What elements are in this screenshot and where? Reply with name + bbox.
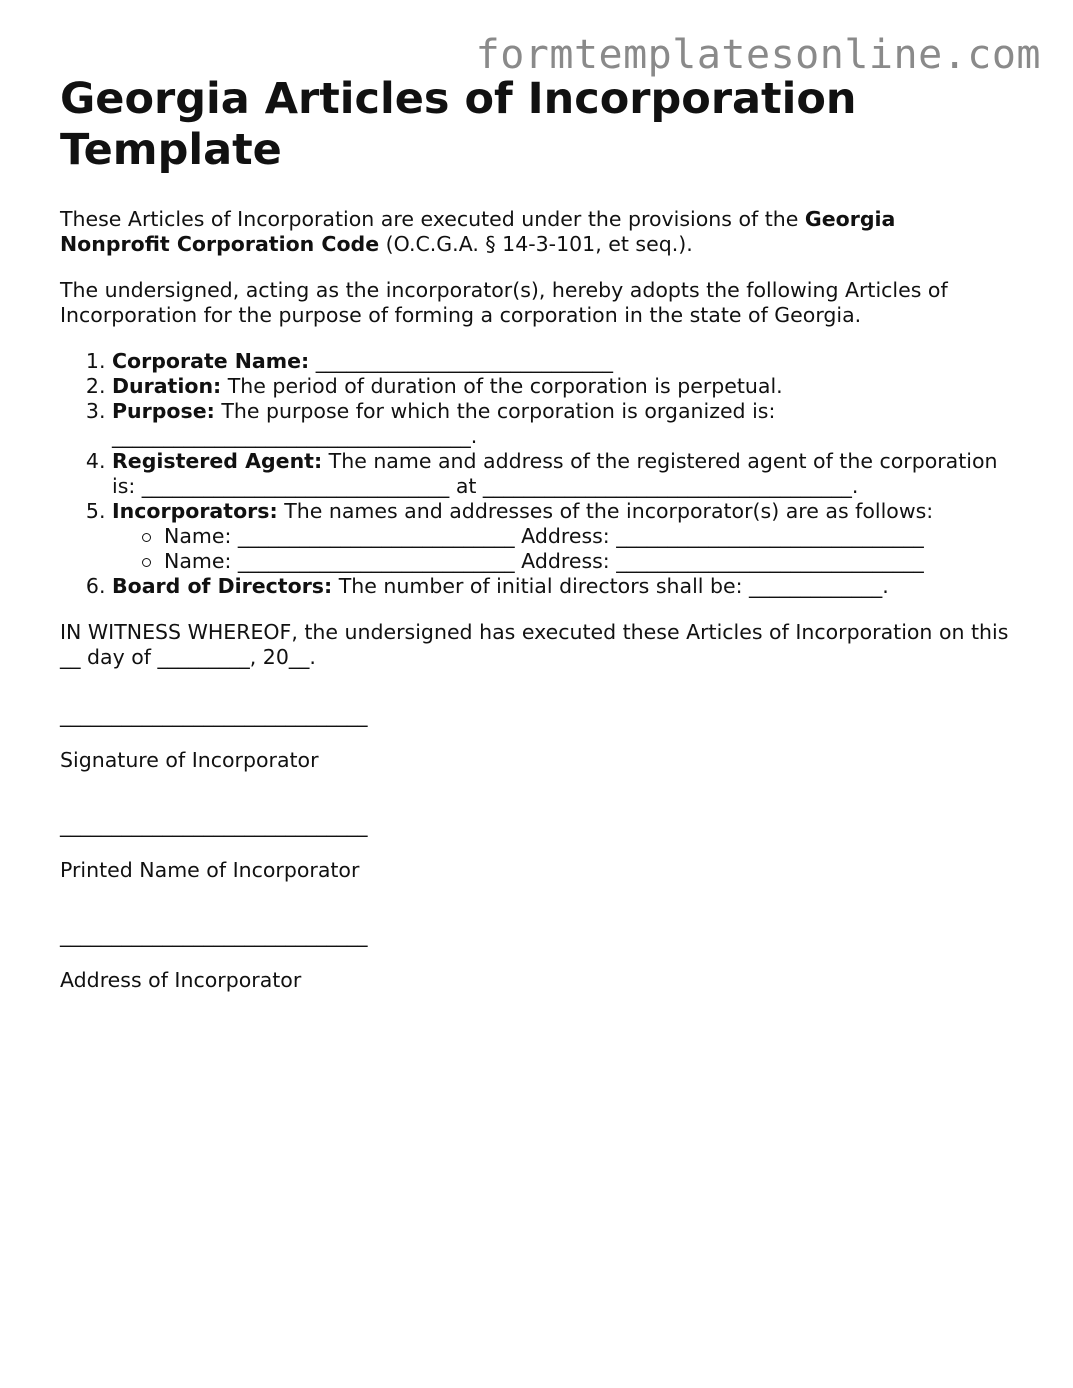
- incorporator-entry: [164, 549, 1010, 574]
- printed-name-section: [60, 813, 1010, 883]
- signature-section: [60, 703, 1010, 773]
- name-label: Name:: [164, 549, 238, 573]
- address-label: Address of Incorporator: [60, 968, 302, 992]
- articles-list: [60, 349, 1010, 599]
- article-text: _____________________________: [309, 349, 614, 373]
- intro-paragraph: [60, 207, 1010, 257]
- site-watermark: formtemplatesonline.com: [475, 32, 1041, 78]
- name-blank: ___________________________: [237, 524, 515, 548]
- address-section: [60, 923, 1010, 993]
- witness-paragraph: IN WITNESS WHEREOF, the undersigned has executed these Articles of Incorporation on this __ day of _________, 20__.: [60, 620, 1009, 669]
- article-label: Duration:: [112, 374, 222, 398]
- article-label: Purpose:: [112, 399, 215, 423]
- name-label: Name:: [164, 524, 238, 548]
- signature-block: [60, 703, 1010, 993]
- printed-name-label: Printed Name of Incorporator: [60, 858, 360, 882]
- article-label: Registered Agent:: [112, 449, 323, 473]
- document-page: [60, 74, 1010, 1033]
- address-label: Address:: [514, 549, 617, 573]
- article-label: Corporate Name:: [112, 349, 310, 373]
- article-text: The name and address of the registered agent of the corporation is: ______________________________ at ____________________________________.: [112, 449, 998, 498]
- article-text: The names and addresses of the incorporator(s) are as follows:: [277, 499, 934, 523]
- article-text: The number of initial directors shall be: _____________.: [332, 574, 889, 598]
- article-text: The purpose for which the corporation is organized is: ___________________________________.: [112, 399, 776, 448]
- name-blank: ___________________________: [237, 549, 515, 573]
- article-incorporators: [112, 499, 1010, 574]
- article-text: The period of duration of the corporation is perpetual.: [221, 374, 783, 398]
- intro-code-name: Georgia Nonprofit Corporation Code: [60, 207, 896, 256]
- article-registered-agent: [112, 449, 1010, 499]
- article-duration: [112, 374, 1010, 399]
- article-board-of-directors: [112, 574, 1010, 599]
- purpose-paragraph: The undersigned, acting as the incorporator(s), hereby adopts the following Articles of Incorporation for the purpose of forming a corporation in the state of Georgia.: [60, 278, 948, 327]
- article-label: Incorporators:: [112, 499, 278, 523]
- article-label: Board of Directors:: [112, 574, 333, 598]
- intro-text-before: These Articles of Incorporation are executed under the provisions of the: [60, 207, 805, 231]
- document-title: Georgia Articles of Incorporation Template: [60, 74, 857, 175]
- address-label: Address:: [514, 524, 617, 548]
- article-purpose: [112, 399, 1010, 449]
- incorporators-list: [112, 524, 1010, 574]
- article-corporate-name: [112, 349, 1010, 374]
- intro-text-after: (O.C.G.A. § 14-3-101, et seq.).: [379, 232, 693, 256]
- address-blank: ______________________________: [616, 524, 924, 548]
- signature-label: Signature of Incorporator: [60, 748, 319, 772]
- address-blank: ______________________________: [616, 549, 924, 573]
- circle-bullet-icon: [142, 558, 151, 567]
- incorporator-entry: [164, 524, 1010, 549]
- address-line: ______________________________: [60, 923, 368, 947]
- printed-name-line: ______________________________: [60, 813, 368, 837]
- circle-bullet-icon: [142, 533, 151, 542]
- signature-line: ______________________________: [60, 703, 368, 727]
